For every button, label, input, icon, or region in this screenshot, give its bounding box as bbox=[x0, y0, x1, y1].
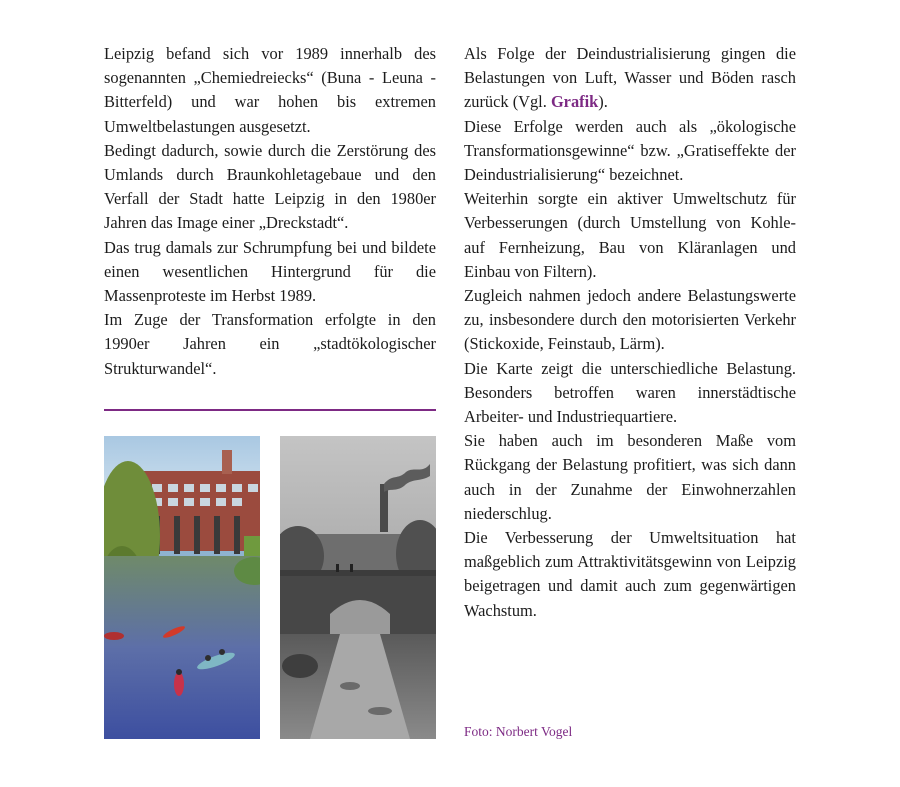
photo-historic-bridge bbox=[280, 436, 436, 739]
paragraph-text: Als Folge der Deindustrialisierung gingen die Belastungen von Luft, Wasser und Böden rasch zurück (Vgl. bbox=[464, 44, 796, 112]
photo-canal-kayaks bbox=[104, 436, 260, 739]
paragraph: Im Zuge der Transformation erfolgte in den 1990er Jahren ein „stadtökologischer Strukturwandel“. bbox=[104, 310, 436, 378]
paragraph: Die Karte zeigt die unterschiedliche Belastung. Besonders betroffen waren innerstädtische Arbeiter- und Industriequartiere. bbox=[464, 358, 796, 427]
section-divider bbox=[104, 409, 436, 411]
paragraph: Das trug damals zur Schrumpfung bei und bildete einen wesentlichen Hintergrund für die Massenproteste im Herbst 1989. bbox=[104, 237, 436, 306]
paragraph: Sie haben auch im besonderen Maße vom Rückgang der Belastung profitiert, was sich dann auch in der Zunahme der Einwohnerzahlen niederschlug. bbox=[464, 431, 796, 523]
paragraph: Weiterhin sorgte ein aktiver Umweltschutz für Verbesserungen (durch Umstellung von Kohle- auf Fernheizung, Bau von Kläranlagen und Einbau von Filtern). bbox=[464, 189, 796, 281]
left-text-column bbox=[104, 42, 436, 381]
paragraph-text: ). bbox=[598, 92, 608, 112]
paragraph: Zugleich nahmen jedoch andere Belastungswerte zu, insbesondere durch den motorisierten Verkehr (Stickoxide, Feinstaub, Lärm). bbox=[464, 286, 796, 354]
paragraph: Die Verbesserung der Umweltsituation hat maßgeblich zum Attraktivitätsgewinn von Leipzig beigetragen und damit auch zum gegenwärtigen Wachstum. bbox=[464, 528, 796, 620]
paragraph: Bedingt dadurch, sowie durch die Zerstörung des Umlands durch Braunkohletagebaue und den Verfall der Stadt hatte Leipzig in den 1980er Jahren das Image einer „Dreckstadt“. bbox=[104, 140, 436, 233]
right-text-column bbox=[464, 42, 796, 623]
paragraph bbox=[464, 42, 796, 115]
paragraph: Diese Erfolge werden auch als „ökologische Transformationsgewinne“ bzw. „Gratiseffekte der Deindustrialisierung“ bezeichnet. bbox=[464, 116, 796, 185]
paragraph: Leipzig befand sich vor 1989 innerhalb des sogenannten „Chemiedreiecks“ (Buna - Leuna - Bitterfeld) und war hohen bis extremen Umweltbelastungen ausgesetzt. bbox=[104, 44, 436, 136]
grafik-link[interactable]: Grafik bbox=[550, 92, 599, 112]
photo-credit: Foto: Norbert Vogel bbox=[464, 724, 573, 739]
